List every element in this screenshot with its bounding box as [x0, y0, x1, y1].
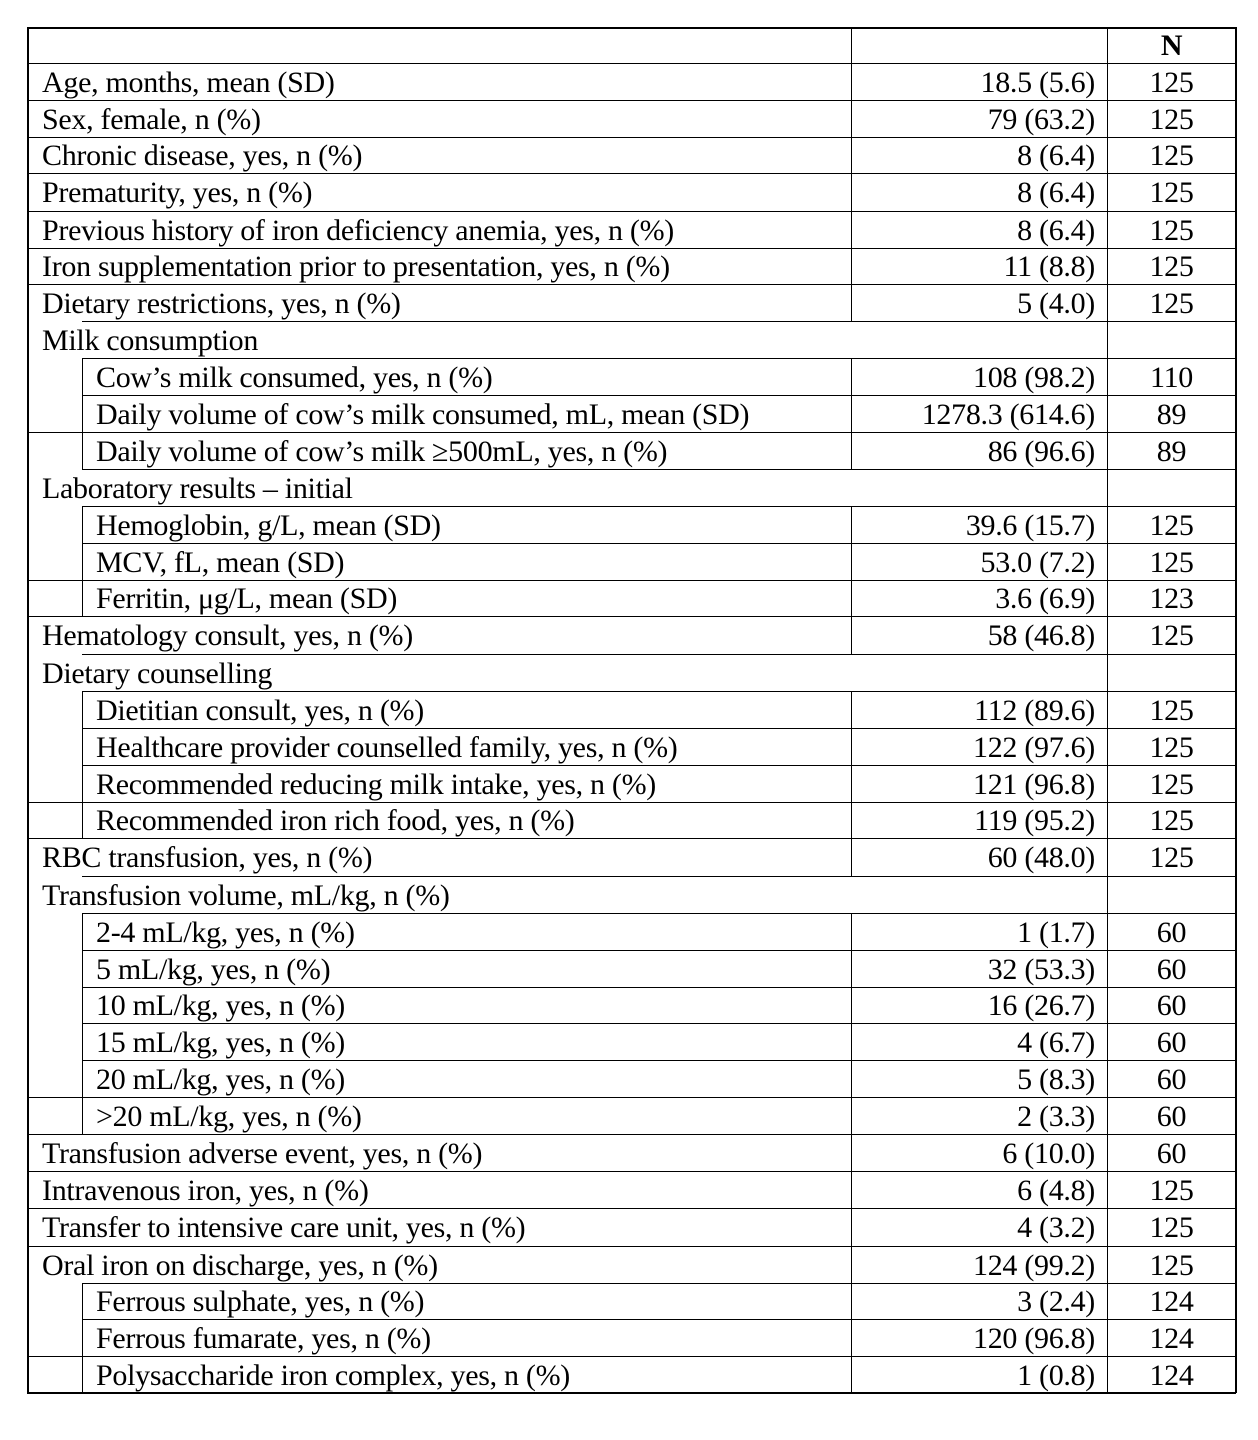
- table-row: [27, 284, 1236, 321]
- row-value: 5 (8.3): [1017, 1062, 1095, 1096]
- row-label: Sex, female, n (%): [42, 102, 261, 136]
- table-row: [27, 765, 1236, 802]
- row-n: 60: [1156, 915, 1187, 949]
- row-n: 125: [1149, 545, 1194, 579]
- row-label: Daily volume of cow’s milk consumed, mL, mean (SD): [96, 397, 750, 431]
- table-row: [27, 1134, 1236, 1171]
- row-value: 1278.3 (614.6): [921, 397, 1095, 431]
- table-row: [27, 248, 1236, 284]
- table-row: [27, 1097, 1236, 1134]
- section-row: [27, 469, 1236, 506]
- row-label: Recommended iron rich food, yes, n (%): [96, 804, 575, 837]
- row-value: 4 (3.2): [1017, 1211, 1095, 1244]
- table-row: [27, 1208, 1236, 1246]
- row-label: Cow’s milk consumed, yes, n (%): [96, 360, 493, 394]
- row-n: 125: [1149, 841, 1194, 874]
- row-label: Oral iron on discharge, yes, n (%): [42, 1248, 438, 1282]
- row-label: Intravenous iron, yes, n (%): [42, 1173, 369, 1207]
- row-value: 8 (6.4): [1017, 176, 1095, 209]
- table-row: [27, 691, 1236, 728]
- row-value: 79 (63.2): [987, 102, 1095, 136]
- row-value: 18.5 (5.6): [980, 65, 1095, 99]
- row-label: Transfusion volume, mL/kg, n (%): [42, 878, 450, 912]
- table-row: [27, 580, 1236, 616]
- row-n: 125: [1149, 804, 1194, 837]
- row-value: 39.6 (15.7): [965, 508, 1095, 542]
- row-label: Hematology consult, yes, n (%): [42, 619, 413, 652]
- table-row: [27, 913, 1236, 950]
- row-n: 125: [1149, 102, 1194, 136]
- table-row: [27, 1060, 1236, 1097]
- row-label: Hemoglobin, g/L, mean (SD): [96, 508, 441, 542]
- row-n: 125: [1149, 767, 1194, 801]
- row-n: 89: [1156, 397, 1187, 431]
- row-label: RBC transfusion, yes, n (%): [42, 841, 373, 874]
- row-n: 125: [1149, 1211, 1194, 1244]
- row-value: 58 (46.8): [987, 619, 1095, 652]
- row-value: 124 (99.2): [973, 1248, 1095, 1282]
- row-label: Ferrous fumarate, yes, n (%): [96, 1321, 431, 1355]
- row-value: 8 (6.4): [1017, 213, 1095, 247]
- row-n: 125: [1149, 508, 1194, 542]
- row-n: 125: [1149, 693, 1194, 727]
- table-row: [27, 728, 1236, 765]
- row-label: Previous history of iron deficiency anemia, yes, n (%): [42, 213, 674, 247]
- row-label: Transfusion adverse event, yes, n (%): [42, 1136, 483, 1170]
- row-n: 60: [1156, 1136, 1187, 1170]
- table-header-row: [27, 27, 1236, 63]
- row-n: 124: [1149, 1321, 1194, 1355]
- table-row: [27, 358, 1236, 395]
- row-n: 60: [1156, 1025, 1187, 1059]
- row-label: Iron supplementation prior to presentation, yes, n (%): [42, 250, 670, 283]
- table-row: [27, 63, 1236, 100]
- row-label: Chronic disease, yes, n (%): [42, 139, 363, 172]
- row-value: 16 (26.7): [987, 989, 1095, 1022]
- row-value: 3 (2.4): [1017, 1285, 1095, 1318]
- row-n: 125: [1149, 730, 1194, 764]
- row-value: 4 (6.7): [1017, 1025, 1095, 1059]
- row-label: Laboratory results – initial: [42, 471, 353, 505]
- row-label: MCV, fL, mean (SD): [96, 545, 345, 579]
- row-label: >20 mL/kg, yes, n (%): [96, 1099, 362, 1133]
- row-label: 20 mL/kg, yes, n (%): [96, 1062, 345, 1096]
- row-n: 125: [1149, 1173, 1194, 1207]
- table-row: [27, 987, 1236, 1023]
- row-value: 6 (10.0): [1002, 1136, 1095, 1170]
- row-n: 124: [1149, 1358, 1194, 1392]
- table-row: [27, 802, 1236, 838]
- table-row: [27, 1246, 1236, 1283]
- row-label: Transfer to intensive care unit, yes, n (%): [42, 1211, 526, 1244]
- row-value: 6 (4.8): [1017, 1173, 1095, 1207]
- row-label: Recommended reducing milk intake, yes, n (%): [96, 767, 656, 801]
- row-n: 60: [1156, 1062, 1187, 1096]
- row-label: Ferrous sulphate, yes, n (%): [96, 1285, 425, 1318]
- row-label: Daily volume of cow’s milk ≥500mL, yes, n (%): [96, 434, 668, 468]
- row-value: 86 (96.6): [987, 434, 1095, 468]
- table-row: [27, 1356, 1236, 1393]
- table-row: [27, 211, 1236, 248]
- row-label: 15 mL/kg, yes, n (%): [96, 1025, 345, 1059]
- row-value: 119 (95.2): [974, 804, 1095, 837]
- section-row: [27, 876, 1236, 913]
- row-value: 1 (1.7): [1017, 915, 1095, 949]
- row-n: 124: [1149, 1285, 1194, 1318]
- row-label: Dietary restrictions, yes, n (%): [42, 286, 401, 320]
- row-n: 110: [1150, 360, 1193, 394]
- row-value: 2 (3.3): [1017, 1099, 1095, 1133]
- row-value: 120 (96.8): [973, 1321, 1095, 1355]
- row-value: 121 (96.8): [973, 767, 1095, 801]
- table-row: [27, 395, 1236, 432]
- row-n: 125: [1149, 286, 1194, 320]
- row-n: 89: [1156, 434, 1187, 468]
- row-value: 122 (97.6): [973, 730, 1095, 764]
- row-value: 60 (48.0): [987, 841, 1095, 874]
- table-row: [27, 1319, 1236, 1356]
- row-n: 125: [1149, 619, 1194, 652]
- row-label: Polysaccharide iron complex, yes, n (%): [96, 1358, 570, 1392]
- row-label: 10 mL/kg, yes, n (%): [96, 989, 345, 1022]
- row-value: 32 (53.3): [987, 952, 1095, 986]
- row-n: 125: [1149, 250, 1194, 283]
- table-row: [27, 950, 1236, 987]
- table-row: [27, 1023, 1236, 1060]
- section-row: [27, 654, 1236, 691]
- row-label: 2-4 mL/kg, yes, n (%): [96, 915, 355, 949]
- row-value: 3.6 (6.9): [995, 582, 1095, 615]
- row-label: Ferritin, μg/L, mean (SD): [96, 582, 398, 615]
- row-label: Prematurity, yes, n (%): [42, 176, 313, 209]
- row-value: 11 (8.8): [1003, 250, 1095, 283]
- table-row: [27, 137, 1236, 173]
- row-value: 108 (98.2): [973, 360, 1095, 394]
- row-n: 125: [1149, 65, 1194, 99]
- row-value: 112 (89.6): [974, 693, 1095, 727]
- row-n: 125: [1149, 176, 1194, 209]
- row-n: 60: [1156, 1099, 1187, 1133]
- row-n: 125: [1149, 1248, 1194, 1282]
- table-row: [27, 1171, 1236, 1208]
- table-row: [27, 432, 1236, 469]
- table-row: [27, 543, 1236, 580]
- row-label: Milk consumption: [42, 323, 259, 357]
- row-value: 8 (6.4): [1017, 139, 1095, 172]
- row-n: 123: [1149, 582, 1194, 615]
- row-n: 60: [1156, 989, 1187, 1022]
- row-n: 60: [1156, 952, 1187, 986]
- row-n: 125: [1149, 139, 1194, 172]
- row-value: 5 (4.0): [1017, 286, 1095, 320]
- header-n: N: [1160, 29, 1183, 62]
- table-row: [27, 506, 1236, 543]
- row-label: 5 mL/kg, yes, n (%): [96, 952, 331, 986]
- row-label: Dietary counselling: [42, 656, 273, 690]
- table-row: [27, 173, 1236, 211]
- row-label: Healthcare provider counselled family, yes, n (%): [96, 730, 678, 764]
- row-value: 1 (0.8): [1017, 1358, 1095, 1392]
- table-row: [27, 1283, 1236, 1319]
- section-row: [27, 321, 1236, 358]
- row-label: Age, months, mean (SD): [42, 65, 335, 99]
- row-label: Dietitian consult, yes, n (%): [96, 693, 424, 727]
- table-row: [27, 616, 1236, 654]
- table-row: [27, 100, 1236, 137]
- row-value: 53.0 (7.2): [980, 545, 1095, 579]
- row-n: 125: [1149, 213, 1194, 247]
- data-table: [27, 27, 1236, 1393]
- table-row: [27, 838, 1236, 876]
